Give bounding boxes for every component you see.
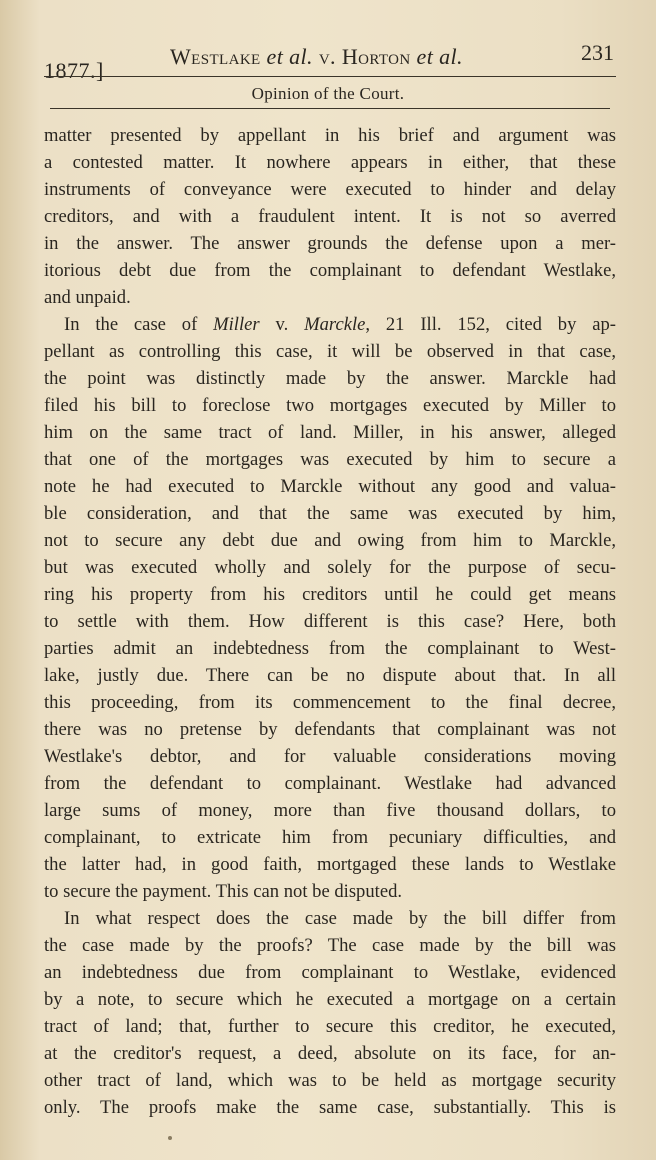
text-line: instruments of conveyance were executed to hinder and delay: [44, 179, 616, 200]
section-subheading: Opinion of the Court.: [251, 84, 405, 103]
text-line: [44, 311, 616, 338]
text-line: note he had executed to Marckle without any good and valua-: [44, 476, 616, 497]
text-line: only. The proofs make the same case, substantially. This is: [44, 1097, 616, 1118]
text-line: Westlake's debtor, and for valuable considerations moving: [44, 746, 616, 767]
text-line: the case made by the proofs? The case made by the bill was: [44, 935, 616, 956]
text-line: but was executed wholly and solely for the purpose of secu-: [44, 557, 616, 578]
text-line: pellant as controlling this case, it will be observed in that case,: [44, 341, 616, 362]
text-line: by a note, to secure which he executed a mortgage on a certain: [44, 989, 616, 1010]
text-line: In what respect does the case made by the bill differ from: [64, 908, 616, 929]
text-line: to secure the payment. This can not be disputed.: [44, 881, 403, 902]
case-title-part: v.: [312, 44, 342, 69]
text-line: to settle with them. How different is this case? Here, both: [44, 611, 616, 632]
text-line: at the creditor's request, a deed, absolute on its face, for an-: [44, 1043, 616, 1064]
text-line: from the defendant to complainant. Westlake had advanced: [44, 773, 616, 794]
case-title-part: et al.: [266, 44, 313, 69]
text-line: large sums of money, more than five thousand dollars, to: [44, 800, 616, 821]
text-line: the latter had, in good faith, mortgaged these lands to Westlake: [44, 854, 616, 875]
page-speck: [168, 1136, 172, 1140]
text-line: itorious debt due from the complainant to defendant Westlake,: [44, 260, 616, 281]
text-line: in the answer. The answer grounds the defense upon a mer-: [44, 233, 616, 254]
text-line: ring his property from his creditors until he could get means: [44, 584, 616, 605]
volume-year: 1877.]: [44, 58, 104, 83]
text-line: a contested matter. It nowhere appears in either, that these: [44, 152, 616, 173]
line-part: , 21 Ill. 152, cited by ap-: [365, 314, 616, 335]
text-line: lake, justly due. There can be no dispute about that. In all: [44, 665, 616, 686]
text-line: not to secure any debt due and owing from him to Marckle,: [44, 530, 616, 551]
text-line: matter presented by appellant in his brief and argument was: [44, 125, 616, 146]
header-rule-top: [44, 76, 616, 77]
case-title-part: et al.: [416, 44, 463, 69]
text-line: parties admit an indebtedness from the complainant to West-: [44, 638, 616, 659]
text-line: creditors, and with a fraudulent intent. It is not so averred: [44, 206, 616, 227]
page-number: 231: [581, 40, 614, 65]
header-rule-bottom: [50, 108, 610, 109]
text-line: tract of land; that, further to secure this creditor, he executed,: [44, 1016, 616, 1037]
text-line: ble consideration, and that the same was executed by him,: [44, 503, 616, 524]
text-line: the point was distinctly made by the answer. Marckle had: [44, 368, 616, 389]
text-line: there was no pretense by defendants that complainant was not: [44, 719, 616, 740]
case-title-part: Westlake: [170, 44, 267, 69]
text-line: this proceeding, from its commencement to the final decree,: [44, 692, 616, 713]
case-citation-name: Marckle: [304, 314, 366, 335]
text-line: other tract of land, which was to be held as mortgage security: [44, 1070, 616, 1091]
running-head: [44, 40, 616, 83]
case-title-part: Horton: [341, 44, 417, 69]
text-line: and unpaid.: [44, 287, 131, 308]
case-citation-name: Miller: [213, 314, 260, 335]
text-line: filed his bill to foreclose two mortgages executed by Miller to: [44, 395, 616, 416]
text-line: complainant, to extricate him from pecuniary difficulties, and: [44, 827, 616, 848]
text-line: an indebtedness due from complainant to Westlake, evidenced: [44, 962, 616, 983]
opinion-text: [44, 122, 616, 1121]
text-line: that one of the mortgages was executed by him to secure a: [44, 449, 616, 470]
text-line: him on the same tract of land. Miller, in his answer, alleged: [44, 422, 616, 443]
case-title: [170, 44, 463, 70]
line-part: v.: [259, 314, 305, 335]
line-part: In the case of: [64, 314, 214, 335]
